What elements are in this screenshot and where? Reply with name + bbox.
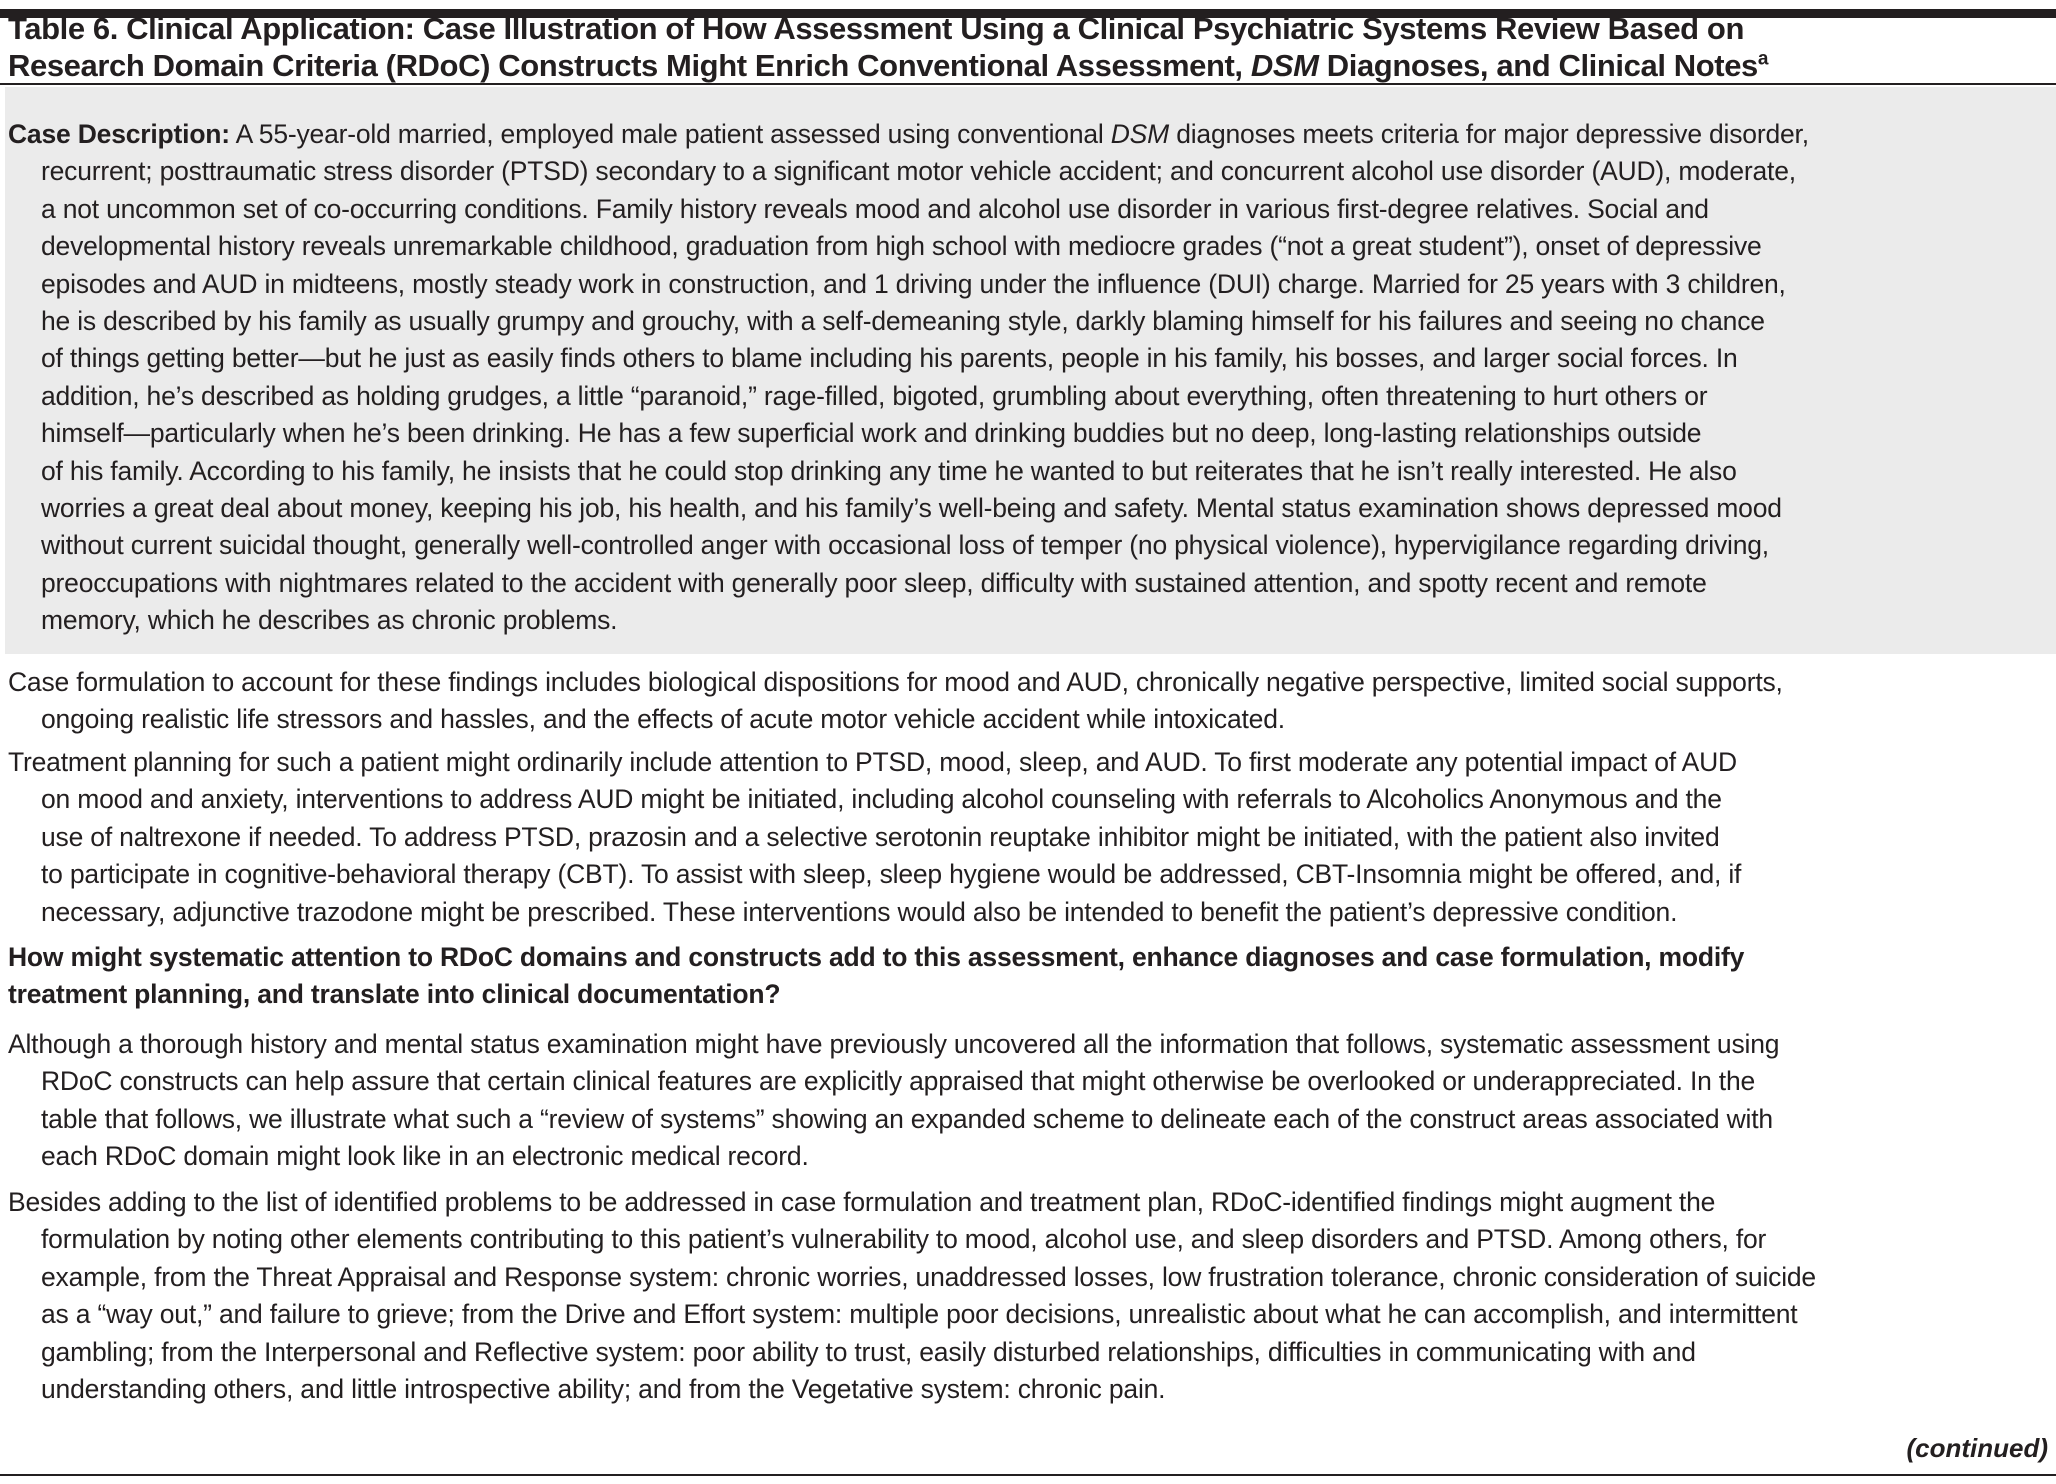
besides-paragraph [8,1184,1816,1408]
table-title [8,10,1768,84]
case-formulation-paragraph [8,664,1783,739]
paragraph-line: to participate in cognitive-behavioral therapy (CBT). To assist with sleep, sleep hygiene would be addressed, CBT-Insomnia might be offered, and, if [41,859,1742,890]
case-line: developmental history reveals unremarkable childhood, graduation from high school with mediocre grades (“not a great student”), onset of depressive [41,231,1762,262]
title-text: Diagnoses, and Clinical Notes [1318,48,1758,83]
title-line-1: Table 6. Clinical Application: Case Illustration of How Assessment Using a Clinical Psychiatric Systems Review Based on [8,11,1745,46]
paragraph-line: Treatment planning for such a patient might ordinarily include attention to PTSD, mood, sleep, and AUD. To first moderate any potential impact of AUD [8,747,1737,777]
paragraph-line: use of naltrexone if needed. To address PTSD, prazosin and a selective serotonin reuptake inhibitor might be initiated, with the patient also invited [41,821,1720,852]
case-line: a not uncommon set of co-occurring conditions. Family history reveals mood and alcohol use disorder in various first-degree relatives. Social and [41,193,1709,224]
paragraph-line: necessary, adjunctive trazodone might be prescribed. These interventions would also be intended to benefit the patient’s depressive condition. [41,896,1678,927]
paragraph-line: each RDoC domain might look like in an electronic medical record. [41,1141,809,1172]
paragraph-line: Case formulation to account for these findings includes biological dispositions for mood and AUD, chronically negative perspective, limited social supports, [8,667,1783,697]
case-line: himself—particularly when he’s been drinking. He has a few superficial work and drinking buddies but no deep, long-lasting relationships outside [41,418,1702,449]
case-line: episodes and AUD in midteens, mostly steady work in construction, and 1 driving under the influence (DUI) charge. Married for 25 years with 3 children, [41,268,1786,299]
case-line: of his family. According to his family, he insists that he could stop drinking any time he wanted to but reiterates that he isn’t really interested. He also [41,455,1737,486]
paragraph-line: understanding others, and little introspective ability; and from the Vegetative system: chronic pain. [41,1374,1166,1405]
treatment-planning-paragraph [8,744,1741,931]
bottom-rule [0,1474,2056,1476]
case-line: he is described by his family as usually grumpy and grouchy, with a self-demeaning style, darkly blaming himself for his failures and seeing no chance [41,306,1765,337]
title-text: Research Domain Criteria (RDoC) Constructs Might Enrich Conventional Assessment, [8,48,1251,83]
title-rule [0,83,2056,85]
paragraph-line: on mood and anxiety, interventions to address AUD might be initiated, including alcohol counseling with referrals to Alcoholics Anonymous and the [41,784,1722,815]
case-line: preoccupations with nightmares related to the accident with generally poor sleep, difficulty with sustained attention, and spotty recent and remote [41,567,1707,598]
case-line: recurrent; posttraumatic stress disorder (PTSD) secondary to a significant motor vehicle accident; and concurrent alcohol use disorder (AUD), moderate, [41,156,1796,187]
paragraph-line: table that follows, we illustrate what such a “review of systems” showing an expanded scheme to delineate each of the construct areas associated with [41,1103,1773,1134]
paragraph-line: Besides adding to the list of identified problems to be addressed in case formulation and treatment plan, RDoC-identified findings might augment the [8,1187,1716,1217]
case-line: worries a great deal about money, keeping his job, his health, and his family’s well-being and safety. Mental status examination shows depressed mood [41,493,1782,524]
paragraph-line: as a “way out,” and failure to grieve; from the Drive and Effort system: multiple poor decisions, unrealistic about what he can accomplish, and intermittent [41,1299,1798,1330]
heading-line: How might systematic attention to RDoC domains and constructs add to this assessment, enhance diagnoses and case formulation, modify [8,942,1745,972]
heading-line: treatment planning, and translate into clinical documentation? [8,979,781,1010]
paragraph-line: ongoing realistic life stressors and hassles, and the effects of acute motor vehicle accident while intoxicated. [41,704,1285,735]
continued-label: (continued) [1906,1433,2048,1463]
case-description [8,116,1809,640]
although-paragraph [8,1026,1779,1176]
case-line: memory, which he describes as chronic problems. [41,605,618,636]
title-dsm: DSM [1250,48,1319,83]
case-line: without current suicidal thought, generally well-controlled anger with occasional loss of temper (no physical violence), hypervigilance regarding driving, [41,530,1769,561]
rdoc-question-heading [8,939,1744,1014]
case-description-label: Case Description: [8,119,230,149]
paragraph-line: gambling; from the Interpersonal and Reflective system: poor ability to trust, easily disturbed relationships, difficulties in communicating with and [41,1336,1696,1367]
paragraph-line: example, from the Threat Appraisal and Response system: chronic worries, unaddressed losses, low frustration tolerance, chronic consideration of suicide [41,1261,1816,1292]
case-text: A 55-year-old married, employed male patient assessed using conventional [229,119,1111,149]
title-line-2 [8,47,1768,84]
case-text: diagnoses meets criteria for major depressive disorder, [1169,119,1809,149]
paragraph-line: formulation by noting other elements contributing to this patient’s vulnerability to mood, alcohol use, and sleep disorders and PTSD. Among others, for [41,1224,1767,1255]
case-dsm: DSM [1110,119,1170,149]
paragraph-line: Although a thorough history and mental status examination might have previously uncovered all the information that follows, systematic assessment using [8,1029,1780,1059]
footnote-marker: a [1757,48,1769,70]
case-line: of things getting better—but he just as easily finds others to blame including his parents, people in his family, his bosses, and larger social forces. In [41,343,1738,374]
case-line: addition, he’s described as holding grudges, a little “paranoid,” rage-filled, bigoted, grumbling about everything, often threatening to hurt others or [41,380,1708,411]
paragraph-line: RDoC constructs can help assure that certain clinical features are explicitly appraised that might otherwise be overlooked or underappreciated. In the [41,1066,1756,1097]
case-line [8,116,1809,153]
